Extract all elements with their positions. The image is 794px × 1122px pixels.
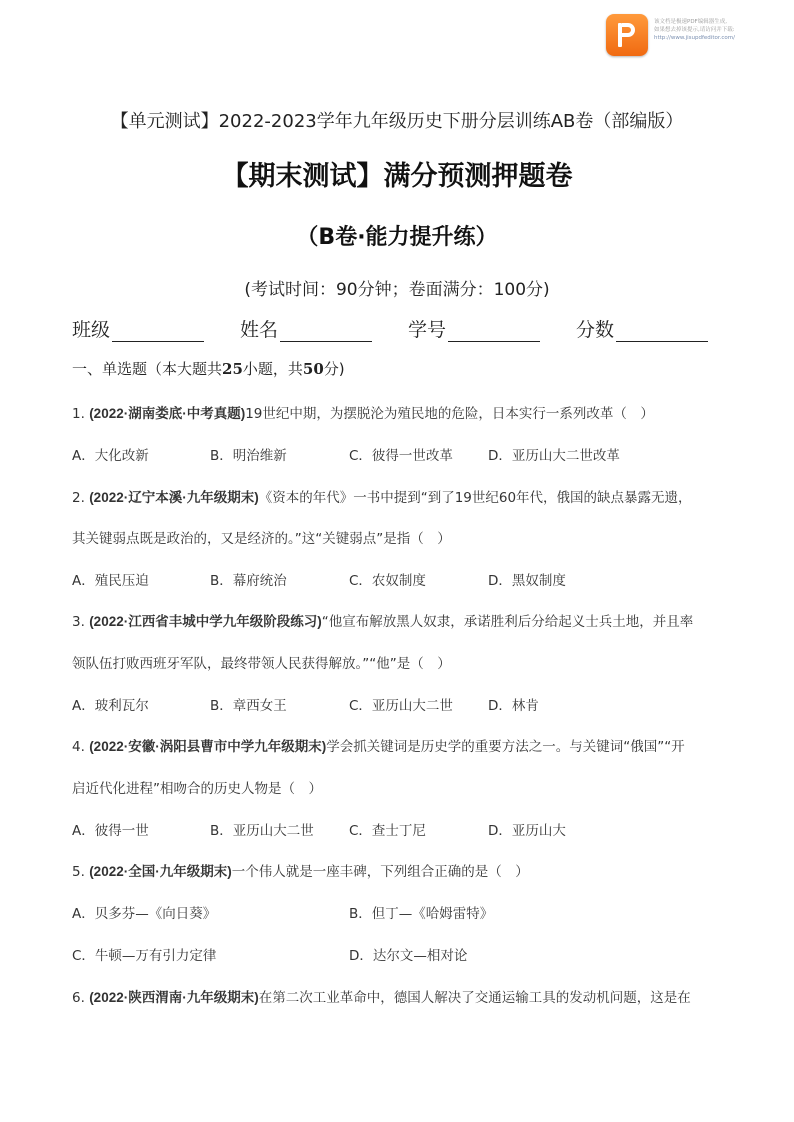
option-c[interactable]: C．查士丁尼 (349, 823, 426, 839)
student-id-blank[interactable] (448, 321, 540, 342)
student-info-fields (72, 315, 722, 342)
document-subtitle: 【单元测试】2022-2023学年九年级历史下册分层训练AB卷（部编版） (110, 111, 684, 132)
question-2-options (72, 569, 726, 589)
option-c[interactable]: C．亚历山大二世 (349, 698, 453, 714)
section-heading: 一、单选题（本大题共25小题，共50分) (72, 360, 345, 378)
question-4-line-2: 启近代化进程”相吻合的历史人物是（ ） (72, 781, 322, 797)
option-c[interactable]: C．农奴制度 (349, 573, 426, 589)
question-source: (2022·安徽·涡阳县曹市中学九年级期末) (89, 739, 327, 754)
question-source: (2022·湖南娄底·中考真题) (89, 406, 246, 421)
pdf-editor-logo (606, 14, 648, 56)
watermark-line-2: 如果想去掉该提示,请访问并下载: (654, 27, 735, 33)
class-blank[interactable] (112, 321, 204, 342)
p-logo-icon (606, 14, 648, 56)
question-source: (2022·陕西渭南·九年级期末) (89, 990, 259, 1005)
question-3-line-2: 领队伍打败西班牙军队，最终带领人民获得解放。”“他”是（ ） (72, 656, 451, 672)
question-4: 4. (2022·安徽·涡阳县曹市中学九年级期末)学会抓关键词是历史学的重要方法之一。与关键词“俄国”“开 (72, 739, 685, 755)
editor-watermark (654, 18, 790, 42)
option-b[interactable]: B．明治维新 (210, 448, 287, 464)
score-blank[interactable] (616, 321, 708, 342)
question-6: 6. (2022·陕西渭南·九年级期末)在第二次工业革命中，德国人解决了交通运输工具的发动机问题，这是在 (72, 990, 691, 1006)
question-5: 5. (2022·全国·九年级期末)一个伟人就是一座丰碑，下列组合正确的是（ ） (72, 864, 529, 880)
option-b[interactable]: B．幕府统治 (210, 573, 287, 589)
question-source: (2022·辽宁本溪·九年级期末) (89, 490, 259, 505)
watermark-line-1: 该文档是极速PDF编辑器生成, (654, 19, 727, 25)
option-d[interactable]: D．亚历山大二世改革 (488, 448, 620, 464)
question-3: 3. (2022·江西省丰城中学九年级阶段练习)“他宣布解放黑人奴隶，承诺胜利后分给起义士兵土地，并且率 (72, 614, 694, 630)
volume-label: （B卷·能力提升练） (296, 225, 498, 250)
option-d[interactable]: D．黑奴制度 (488, 573, 566, 589)
question-source: (2022·江西省丰城中学九年级阶段练习) (89, 614, 322, 629)
question-5-options-row-2 (72, 944, 726, 964)
option-a[interactable]: A．殖民压迫 (72, 573, 149, 589)
option-d[interactable]: D．亚历山大 (488, 823, 566, 839)
option-b[interactable]: B．章西女王 (210, 698, 287, 714)
question-4-options (72, 819, 726, 839)
exam-info: (考试时间：90分钟；卷面满分：100分) (244, 280, 550, 300)
score-field[interactable]: 分数 (576, 315, 708, 342)
option-d[interactable]: D．林肯 (488, 698, 539, 714)
question-5-options-row-1 (72, 902, 726, 922)
class-field[interactable]: 班级 (72, 315, 204, 342)
question-1-options (72, 444, 726, 464)
option-b[interactable]: B．但丁—《哈姆雷特》 (349, 906, 494, 922)
watermark-url[interactable]: http://www.jisupdfeditor.com/ (654, 35, 735, 41)
question-2-line-2: 其关键弱点既是政治的，又是经济的。”这“关键弱点”是指（ ） (72, 531, 451, 547)
option-d[interactable]: D．达尔文—相对论 (349, 948, 468, 964)
option-c[interactable]: C．彼得一世改革 (349, 448, 453, 464)
option-b[interactable]: B．亚历山大二世 (210, 823, 314, 839)
student-id-field[interactable]: 学号 (408, 315, 540, 342)
option-c[interactable]: C．牛顿—万有引力定律 (72, 948, 217, 964)
question-1: 1. (2022·湖南娄底·中考真题)19世纪中期，为摆脱沦为殖民地的危险，日本实行一系列改革（ ） (72, 406, 654, 422)
question-source: (2022·全国·九年级期末) (89, 864, 232, 879)
name-field[interactable]: 姓名 (240, 315, 372, 342)
option-a[interactable]: A．大化改新 (72, 448, 149, 464)
option-a[interactable]: A．玻利瓦尔 (72, 698, 149, 714)
name-blank[interactable] (280, 321, 372, 342)
question-3-options (72, 694, 726, 714)
question-2: 2. (2022·辽宁本溪·九年级期末)《资本的年代》一书中提到“到了19世纪60年代，俄国的缺点暴露无遗， (72, 490, 692, 506)
option-a[interactable]: A．彼得一世 (72, 823, 149, 839)
option-a[interactable]: A．贝多芬—《向日葵》 (72, 906, 217, 922)
document-title: 【期末测试】满分预测押题卷 (221, 161, 573, 192)
